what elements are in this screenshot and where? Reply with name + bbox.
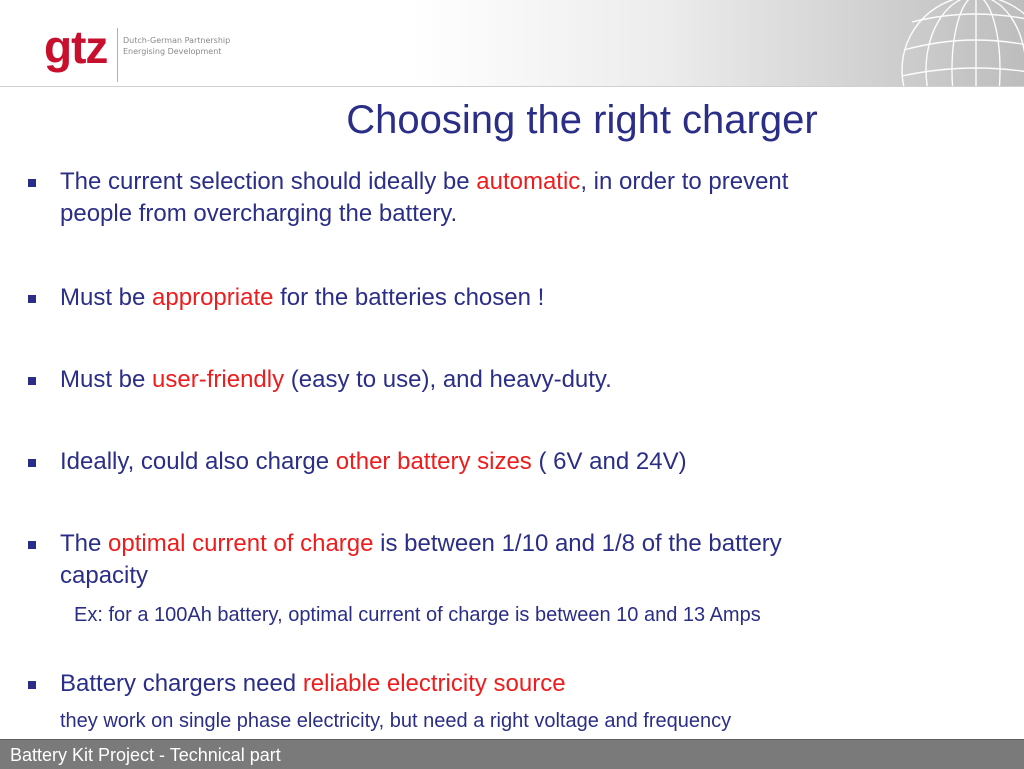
- square-bullet-icon: [28, 295, 36, 303]
- bullet-text-post: for the batteries chosen !: [273, 284, 545, 311]
- logo-divider: [117, 28, 118, 82]
- bullet-text-post: , in order to prevent: [580, 168, 789, 195]
- bullet-highlight: reliable electricity source: [302, 670, 566, 697]
- bullet-highlight: optimal current of charge: [108, 530, 374, 557]
- gtz-logo: gtz: [44, 21, 108, 73]
- bullet-text: [60, 364, 950, 396]
- bullet-text-pre: Must be: [60, 284, 153, 311]
- square-bullet-icon: [28, 541, 36, 549]
- bullet-6-note: they work on single phase electricity, but need a right voltage and frequency: [60, 710, 732, 732]
- bullet-text-pre: The current selection should ideally be: [60, 168, 477, 195]
- slide-header: [0, 0, 1024, 87]
- bullet-text-post: ( 6V and 24V): [531, 448, 687, 475]
- square-bullet-icon: [28, 681, 36, 689]
- bullet-highlight: appropriate: [152, 284, 274, 311]
- bullet-text-line-2: people from overcharging the battery.: [60, 200, 458, 227]
- square-bullet-icon: [28, 377, 36, 385]
- bullet-text-line-2: capacity: [60, 562, 149, 589]
- bullet-text: [60, 528, 950, 592]
- bullet-text: [60, 282, 950, 314]
- globe-icon: [890, 0, 1024, 86]
- bullet-text-pre: Must be: [60, 366, 153, 393]
- footer-text: Battery Kit Project - Technical part: [10, 745, 281, 765]
- bullet-highlight: other battery sizes: [335, 448, 532, 475]
- tagline-line-2: Energising Development: [123, 47, 222, 56]
- slide-title-text: Choosing the right charger: [346, 98, 818, 142]
- bullet-5-example: Ex: for a 100Ah battery, optimal current of charge is between 10 and 13 Amps: [74, 604, 761, 626]
- square-bullet-icon: [28, 179, 36, 187]
- bullet-text-post: is between 1/10 and 1/8 of the battery: [373, 530, 782, 557]
- bullet-highlight: user-friendly: [152, 366, 285, 393]
- partnership-tagline: [123, 35, 230, 57]
- square-bullet-icon: [28, 459, 36, 467]
- bullet-highlight: automatic: [476, 168, 581, 195]
- slide-footer: [0, 739, 1024, 769]
- slide-title: [0, 95, 1024, 145]
- bullet-text-pre: Battery chargers need: [60, 670, 303, 697]
- bullet-text: [60, 446, 950, 478]
- bullet-text-pre: Ideally, could also charge: [60, 448, 336, 475]
- tagline-line-1: Dutch-German Partnership: [123, 36, 231, 45]
- bullet-text: [60, 668, 950, 700]
- bullet-text: [60, 166, 950, 230]
- bullet-text-post: (easy to use), and heavy-duty.: [284, 366, 612, 393]
- bullet-text-pre: The: [60, 530, 109, 557]
